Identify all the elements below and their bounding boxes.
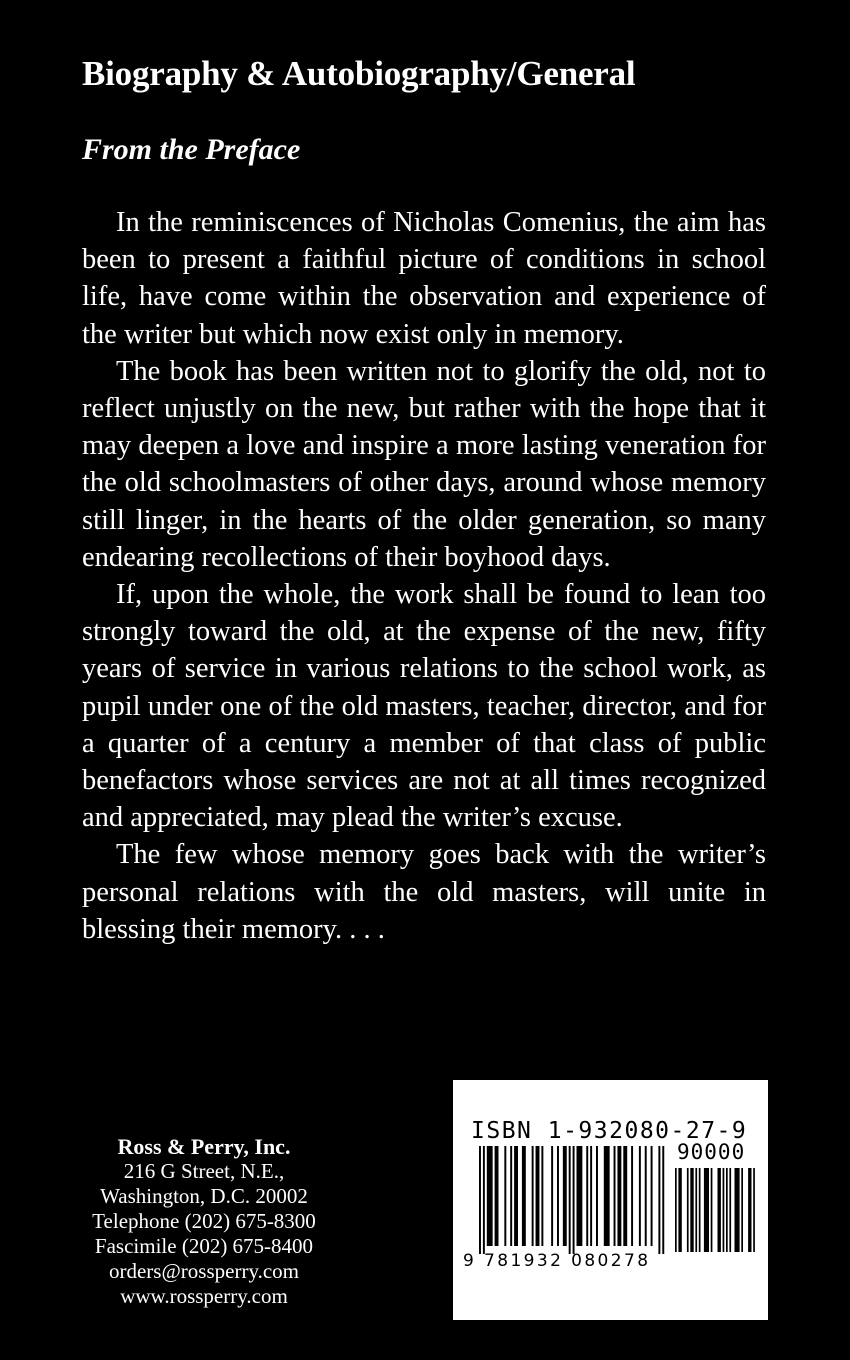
- barcode-bar: [510, 1146, 512, 1246]
- barcode-bar: [645, 1146, 647, 1246]
- barcode-bar: [536, 1146, 540, 1246]
- barcode-bar: [729, 1168, 731, 1252]
- barcode-panel: [453, 1080, 768, 1320]
- barcode-bar: [569, 1146, 571, 1254]
- barcode-bar: [623, 1146, 627, 1246]
- preface-paragraph: In the reminiscences of Nicholas Comenius, the aim has been to present a faithful picture of conditions in school life, have come within the observation and experience of the writer but which now exist only in memory.: [82, 207, 766, 350]
- section-title: From the Preface: [82, 133, 301, 166]
- preface-paragraph: The few whose memory goes back with the writer’s personal relations with the old masters, will unite in blessing their memory. . . .: [82, 839, 766, 945]
- barcode-bar: [514, 1146, 518, 1246]
- barcode-bar: [723, 1168, 725, 1252]
- barcode-bar: [590, 1146, 592, 1246]
- barcode-bar: [639, 1146, 641, 1246]
- barcode-bar: [695, 1168, 697, 1252]
- category-heading: Biography & Autobiography/General: [82, 54, 636, 93]
- publisher-block: [70, 1134, 338, 1309]
- barcode-bar: [704, 1168, 709, 1252]
- barcode-bar: [604, 1146, 610, 1246]
- publisher-fax: Fascimile (202) 675-8400: [94, 1234, 314, 1258]
- barcode-bar: [741, 1168, 743, 1252]
- barcode-bar: [735, 1168, 740, 1252]
- isbn-label: ISBN 1-932080-27-9: [471, 1118, 748, 1144]
- barcode-bar: [479, 1146, 481, 1254]
- barcode-bar: [699, 1168, 701, 1252]
- publisher-email: orders@rossperry.com: [108, 1259, 299, 1283]
- barcode-bar: [551, 1146, 553, 1246]
- barcode-bar: [573, 1146, 575, 1254]
- barcode-bar: [495, 1146, 499, 1246]
- preface-paragraph: If, upon the whole, the work shall be found to lean too strongly toward the old, at the expense of the new, fifty years of service in various relations to the school work, as pupil under one of the old masters, teacher, director, and for a quarter of a century a member of that class of public benefactors whose services are not at all times recognized and appreciated, may plead the writer’s excuse.: [82, 579, 766, 834]
- barcode-bar: [651, 1146, 653, 1246]
- publisher-telephone: Telephone (202) 675-8300: [92, 1209, 316, 1233]
- barcode-bar: [487, 1146, 493, 1246]
- barcode-bar: [748, 1168, 751, 1252]
- barcode-bar: [541, 1146, 543, 1246]
- barcode-bar: [687, 1168, 689, 1252]
- preface-paragraph: The book has been written not to glorify the old, not to reflect unjustly on the new, but rather with the hope that it may deepen a love and inspire a more lasting veneration for the old schoolmasters of other days, around whose memory still linger, in the hearts of the older generation, so many endearing recollections of their boyhood days.: [82, 355, 766, 573]
- barcode-bar: [614, 1146, 616, 1246]
- publisher-name: Ross & Perry, Inc.: [117, 1134, 291, 1159]
- barcode-bar: [586, 1146, 588, 1246]
- barcode-bar: [690, 1168, 693, 1252]
- barcode-bar: [718, 1168, 721, 1252]
- barcode-bar: [563, 1146, 567, 1246]
- price-code: 90000: [677, 1140, 746, 1164]
- barcode-bar: [522, 1146, 526, 1246]
- barcode-bar: [596, 1146, 598, 1246]
- barcode-bar: [631, 1146, 633, 1246]
- barcode-bar: [662, 1146, 664, 1254]
- barcode-bar: [577, 1146, 583, 1246]
- barcode-bar: [658, 1146, 660, 1254]
- barcode-bar: [678, 1168, 681, 1252]
- barcode-bar: [483, 1146, 485, 1254]
- ean-digits: 9 781932 080278: [463, 1251, 651, 1271]
- barcode-bar: [711, 1168, 713, 1252]
- barcode-bar: [675, 1168, 677, 1252]
- barcode-graphic: [453, 1080, 768, 1320]
- barcode-bar: [532, 1146, 534, 1246]
- publisher-website: www.rossperry.com: [120, 1284, 288, 1308]
- publisher-city: Washington, D.C. 20002: [100, 1184, 308, 1208]
- preface-text: [82, 204, 766, 948]
- barcode-bar: [504, 1146, 506, 1246]
- barcode-bar: [617, 1146, 621, 1246]
- barcode-bar: [557, 1146, 559, 1246]
- barcode-bar: [726, 1168, 728, 1252]
- publisher-street: 216 G Street, N.E.,: [123, 1159, 285, 1183]
- barcode-bar: [753, 1168, 755, 1252]
